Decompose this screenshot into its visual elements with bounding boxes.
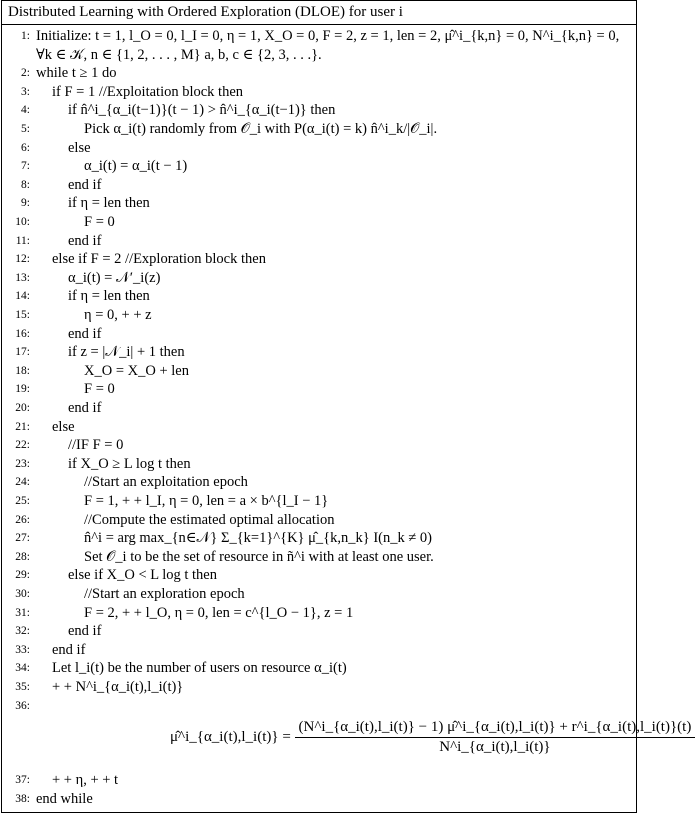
line-number: 12: — [15, 253, 30, 266]
line-code: η = 0, + + z — [84, 307, 152, 323]
line-code: if z = |𝒩_i| + 1 then — [68, 344, 185, 361]
line-code: if F = 1 //Exploitation block then — [52, 83, 244, 100]
line-code: F = 2, + + l_O, η = 0, len = c^{l_O − 1}, z = 1 — [84, 604, 354, 621]
line-code: n̂^i = arg max_{n∈𝒩} Σ_{k=1}^{K} μ̂_{k,n_k} I(n_k ≠ 0) — [84, 530, 433, 547]
equation-lhs: μ̂^i_{α_i(t),l_i(t)} = — [170, 729, 291, 745]
line-code: end while — [36, 790, 93, 807]
line-number: 1: — [21, 30, 30, 42]
algorithm-box — [1, 0, 692, 813]
line-number: 27: — [15, 532, 30, 545]
line-code: else if X_O < L log t then — [68, 567, 217, 584]
line-number: 10: — [15, 216, 30, 228]
line-code: Pick α_i(t) randomly from 𝒪_i with P(α_i(t) = k) n̂^i_k/|𝒪_i|. — [84, 121, 438, 137]
line-number: 17: — [15, 346, 30, 359]
line-number: 33: — [15, 643, 30, 656]
line-code: //IF F = 0 — [68, 437, 124, 454]
line-code: while t ≥ 1 do — [36, 65, 117, 82]
line-code: F = 1, + + l_I, η = 0, len = a × b^{l_I − 1} — [84, 493, 329, 509]
line-number: 2: — [21, 67, 30, 80]
line-number: 18: — [15, 364, 30, 377]
line-number: 16: — [15, 327, 30, 340]
line-number: 26: — [15, 513, 30, 526]
line-code: if X_O ≥ L log t then — [68, 455, 191, 472]
line-number: 22: — [15, 439, 30, 452]
line-number: 30: — [15, 588, 30, 600]
line-code: ∀k ∈ 𝒦, n ∈ {1, 2, . . . , M} a, b, c ∈ {2, 3, . . .}. — [36, 46, 322, 63]
line-number: 25: — [15, 495, 30, 507]
line-code: X_O = X_O + len — [84, 362, 189, 379]
line-number: 3: — [21, 85, 30, 98]
line-code: Let l_i(t) be the number of users on resource α_i(t) — [52, 660, 347, 677]
line-number: 4: — [21, 104, 30, 117]
line-number: 29: — [15, 569, 30, 582]
line-number: 32: — [15, 625, 30, 638]
equation-fraction — [295, 719, 695, 756]
line-code: α_i(t) = 𝒩′_i(z) — [68, 269, 161, 286]
line-number: 38: — [15, 792, 30, 805]
line-code: Initialize: t = 1, l_O = 0, l_I = 0, η = 1, X_O = 0, F = 2, z = 1, len = 2, μ̂^i_{k,n} = 0, N^i_{k,n} = 0, — [36, 28, 620, 44]
line-code: //Start an exploitation epoch — [84, 474, 248, 491]
line-number: 11: — [15, 234, 30, 247]
line-code: + + η, + + t — [52, 772, 119, 789]
line-number: 24: — [15, 476, 30, 489]
line-code: else — [68, 139, 91, 156]
equation-denominator: N^i_{α_i(t),l_i(t)} — [439, 739, 551, 755]
line-number: 13: — [15, 271, 30, 284]
line-number: 34: — [15, 662, 30, 675]
line-number: 14: — [15, 290, 30, 303]
line-number: 28: — [15, 550, 30, 563]
line-number: 21: — [15, 420, 30, 433]
line-code: if η = len then — [68, 195, 150, 212]
line-code: //Compute the estimated optimal allocation — [84, 511, 335, 528]
line-number: 36: — [15, 699, 30, 712]
line-number: 15: — [15, 309, 30, 321]
line-code: end if — [68, 623, 102, 640]
equation-numerator: (N^i_{α_i(t),l_i(t)} − 1) μ̂^i_{α_i(t),l_i(t)} + r^i_{α_i(t),l_i(t)}(t) — [295, 719, 695, 738]
line-number: 5: — [21, 123, 30, 135]
line-code: if n̂^i_{α_i(t−1)}(t − 1) > n̂^i_{α_i(t−1)} then — [68, 102, 336, 119]
line-number: 6: — [21, 141, 30, 154]
algorithm-title: Distributed Learning with Ordered Exploration (DLOE) for user i — [2, 1, 636, 25]
update-equation — [2, 713, 692, 769]
line-number: 20: — [15, 402, 30, 414]
line-code: + + N^i_{α_i(t),l_i(t)} — [52, 679, 184, 695]
line-code: //Start an exploration epoch — [84, 586, 245, 602]
line-code: else — [52, 418, 75, 435]
line-number: 19: — [15, 383, 30, 396]
line-number: 23: — [15, 457, 30, 470]
line-code: α_i(t) = α_i(t − 1) — [84, 158, 188, 175]
line-code: end if — [52, 641, 86, 658]
line-code: else if F = 2 //Exploration block then — [52, 251, 266, 268]
line-number: 9: — [21, 197, 30, 210]
line-number: 35: — [15, 681, 30, 693]
line-code: F = 0 — [84, 381, 115, 398]
line-number: 31: — [15, 606, 30, 619]
line-code: end if — [68, 232, 102, 249]
line-number: 7: — [21, 160, 30, 173]
line-code: F = 0 — [84, 214, 115, 230]
line-number: 37: — [15, 774, 30, 787]
line-code: end if — [68, 176, 102, 193]
line-number: 8: — [21, 178, 30, 191]
line-code: end if — [68, 325, 102, 342]
line-code: Set 𝒪_i to be the set of resource in ñ^i with at least one user. — [84, 548, 434, 565]
line-code: if η = len then — [68, 288, 150, 305]
line-code: end if — [68, 400, 102, 416]
